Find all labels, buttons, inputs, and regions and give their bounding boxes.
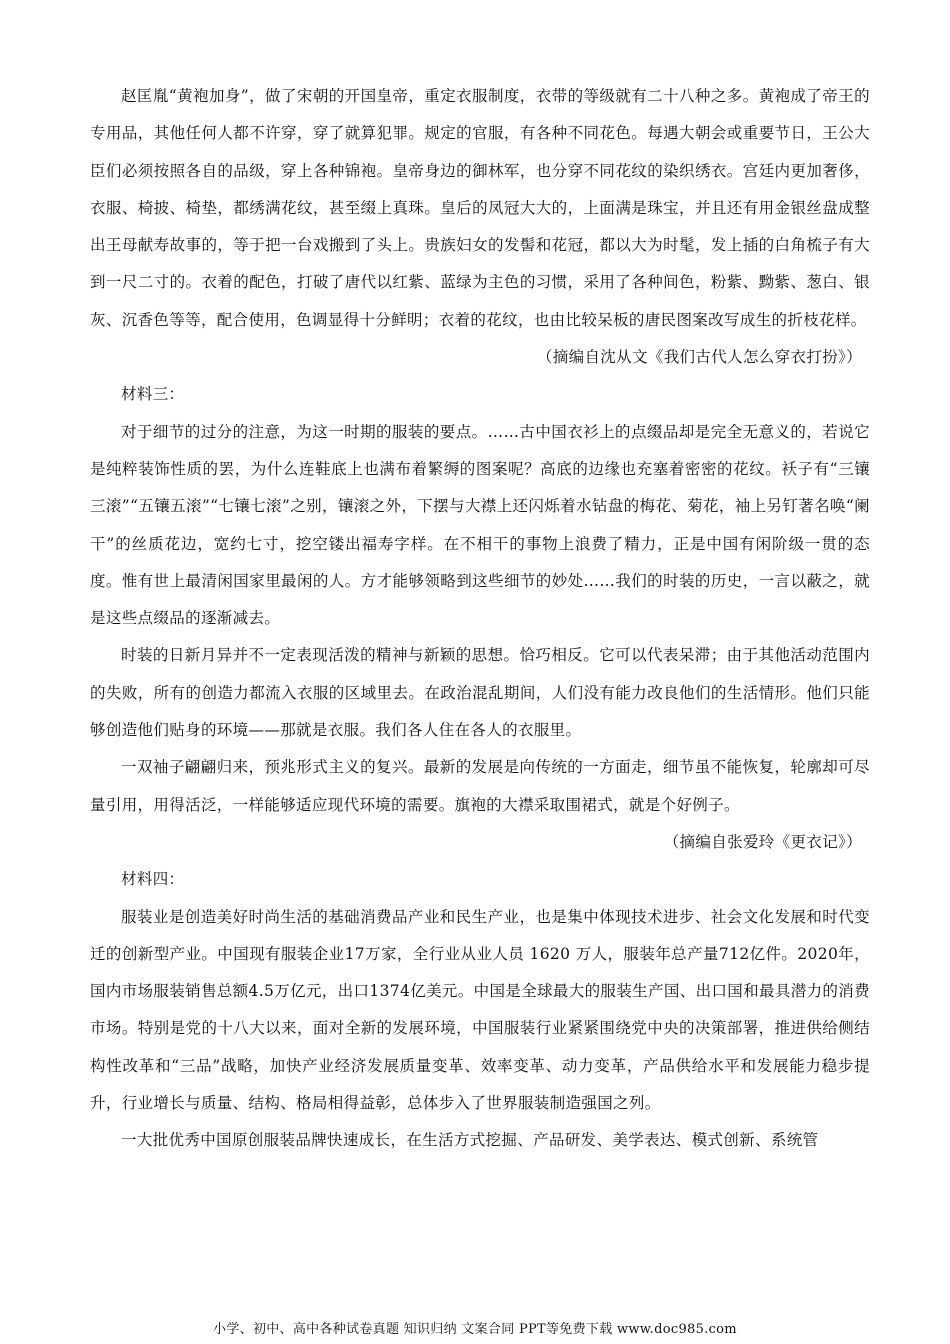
page-footer: 小学、初中、高中各种试卷真题 知识归纳 文案合同 PPT等免费下载 www.doc985.com xyxy=(213,1322,737,1337)
material3-paragraph-1: 对于细节的过分的注意，为这一时期的服装的要点。……古中国衣衫上的点缀品却是完全无意义的，若说它是纯粹装饰性质的罢，为什么连鞋底上也满布着繁缛的图案呢？高底的边缘也充塞着密密的花纹。袄子有“三镶三滚”“五镶五滚”“七镶七滚”之别，镶滚之外，下摆与大襟上还闪烁着水钻盘的梅花、菊花，袖上另钉著名唤“阑干”的丝质花边，宽约七寸，挖空镂出福寿字样。在不相干的事物上浪费了精力，正是中国有闲阶级一贯的态度。惟有世上最清闲国家里最闲的人。方才能够领略到这些细节的妙处……我们的时装的历史，一言以蔽之，就是这些点缀品的逐渐减去。 xyxy=(90,422,870,628)
material2-source: （摘编自沈从文《我们古代人怎么穿衣打扮》） xyxy=(536,348,862,367)
material4-paragraph-2: 一大批优秀中国原创服装品牌快速成长，在生活方式挖掘、产品研发、美学表达、模式创新、系统管 xyxy=(121,1131,819,1150)
material4-paragraph-1: 服装业是创造美好时尚生活的基础消费品产业和民生产业，也是集中体现技术进步、社会文化发展和时代变迁的创新型产业。中国现有服装企业17万家，全行业从业人员 1620 万人，服装年总产量712亿件。2020年，国内市场服装销售总额4.5万亿元，出口1374亿美元。中国是全球最大的服装生产国、出口国和最具潜力的消费市场。特别是党的十八大以来，面对全新的发展环境，中国服装行业紧紧围绕党中央的决策部署，推进供给侧结构性改革和“三品”战略，加快产业经济发展质量变革、效率变革、动力变革，产品供给水平和发展能力稳步提升，行业增长与质量、结构、格局相得益彰，总体步入了世界服装制造强国之列。 xyxy=(90,907,870,1113)
material3-paragraph-2: 时装的日新月异并不一定表现活泼的精神与新颖的思想。恰巧相反。它可以代表呆滞；由于其他活动范围内的失败，所有的创造力都流入衣服的区域里去。在政治混乱期间，人们没有能力改良他们的生活情形。他们只能够创造他们贴身的环境——那就是衣服。我们各人住在各人的衣服里。 xyxy=(90,646,870,740)
material2-paragraph: 赵匡胤“黄袍加身”，做了宋朝的开国皇帝，重定衣服制度，衣带的等级就有二十八种之多。黄袍成了帝王的专用品，其他任何人都不许穿，穿了就算犯罪。规定的官服，有各种不同花色。每遇大朝会或重要节日，王公大臣们必须按照各自的品级，穿上各种锦袍。皇帝身边的御林军，也分穿不同花纹的染织绣衣。宫廷内更加奢侈，衣服、椅披、椅垫，都绣满花纹，甚至缀上真珠。皇后的凤冠大大的，上面满是珠宝，并且还有用金银丝盘成整出王母献寿故事的，等于把一台戏搬到了头上。贵族妇女的发髻和花冠，都以大为时髦，发上插的白角梳子有大到一尺二寸的。衣着的配色，打破了唐代以红紫、蓝绿为主色的习惯，采用了各种间色，粉紫、黝紫、葱白、银灰、沉香色等等，配合使用，色调显得十分鲜明；衣着的花纹，也由比较呆板的唐民图案改写成生的折枝花样。 xyxy=(90,87,870,329)
material3-heading: 材料三： xyxy=(121,385,185,404)
material3-paragraph-3: 一双袖子翩翩归来，预兆形式主义的复兴。最新的发展是向传统的一方面走，细节虽不能恢复，轮廓却可尽量引用，用得活泛，一样能够适应现代环境的需要。旗袍的大襟采取围裙式，就是个好例子。 xyxy=(90,758,870,814)
material3-source: （摘编自张爱玲《更衣记》） xyxy=(663,832,862,851)
page-content xyxy=(90,78,870,1160)
material4-heading: 材料四： xyxy=(121,870,185,889)
